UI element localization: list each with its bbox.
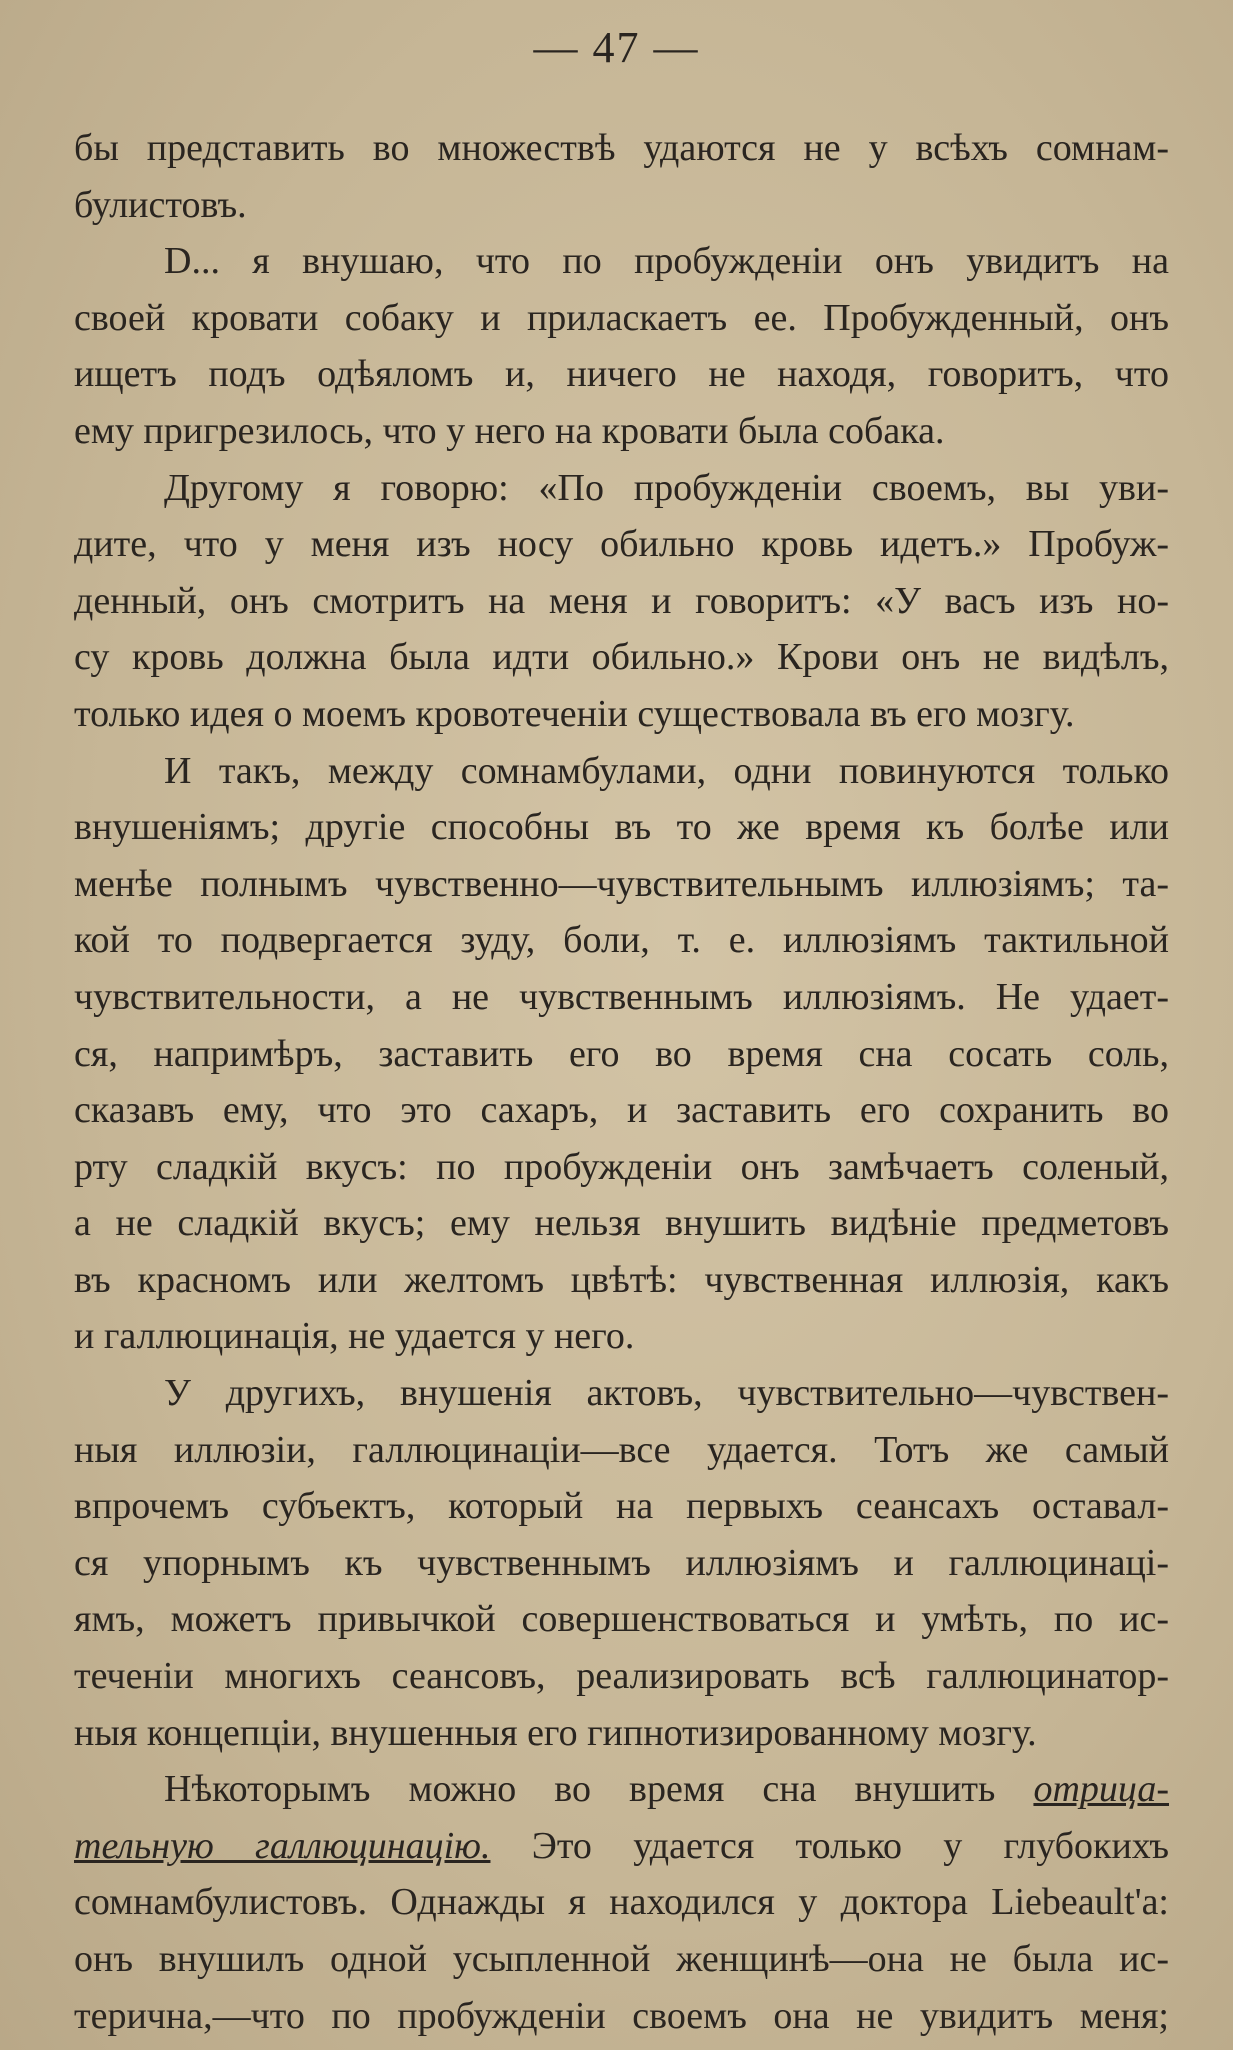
text-line: а не сладкій вкусъ; ему нельзя внушить видѣніе предметовъ xyxy=(74,1202,1169,1245)
text-span: Это удается только у глубокихъ xyxy=(490,1824,1169,1867)
text-line: онъ внушилъ одной усыпленной женщинѣ—она не была ис- xyxy=(74,1938,1169,1980)
text-line: менѣе полнымъ чувственно—чувствительнымъ иллюзіямъ; та- xyxy=(74,862,1169,905)
text-line: ныя концепціи, внушенныя его гипнотизированному мозгу. xyxy=(74,1711,1037,1754)
emphasized-text: тельную галлюцинацію. xyxy=(74,1824,491,1867)
body-text xyxy=(74,120,1169,2044)
text-line: D... я внушаю, что по пробужденіи онъ увидитъ на xyxy=(164,240,1169,283)
text-line: сомнамбулистовъ. Однажды я находился у доктора Liebeault'a: xyxy=(74,1881,1169,1924)
text-line: Другому я говорю: «По пробужденіи своемъ, вы уви- xyxy=(164,466,1169,509)
text-line: рту сладкій вкусъ: по пробужденіи онъ замѣчаетъ соленый, xyxy=(74,1145,1169,1188)
text-line: сказавъ ему, что это сахаръ, и заставить его сохранить во xyxy=(74,1089,1169,1132)
text-line: ся, напримѣръ, заставить его во время сна сосать соль, xyxy=(74,1032,1169,1075)
text-line xyxy=(74,1761,1169,1818)
text-line: терична,—что по пробужденіи своемъ она не увидитъ меня; xyxy=(74,1994,1169,2037)
text-line: ныя иллюзіи, галлюцинаціи—все удается. Тотъ же самый xyxy=(74,1428,1169,1471)
text-line: ему пригрезилось, что у него на кровати была собака. xyxy=(74,409,945,452)
text-line xyxy=(74,1818,1169,1875)
emphasized-text: отрица- xyxy=(1033,1768,1169,1811)
text-line: У другихъ, внушенія актовъ, чувствительно—чувствен- xyxy=(164,1372,1169,1415)
text-span: Нѣкоторымъ можно во время сна внушить xyxy=(164,1768,1034,1811)
text-line: денный, онъ смотритъ на меня и говоритъ: «У васъ изъ но- xyxy=(74,579,1169,622)
text-line: булистовъ. xyxy=(74,183,247,226)
text-line: чувствительности, а не чувственнымъ иллюзіямъ. Не удает- xyxy=(74,975,1169,1018)
text-line: су кровь должна была идти обильно.» Крови онъ не видѣлъ, xyxy=(74,636,1169,679)
text-line: внушеніямъ; другіе способны въ то же время къ болѣе или xyxy=(74,806,1169,849)
page-number: — 47 — xyxy=(533,23,700,72)
text-line: своей кровати собаку и приласкаетъ ее. Пробужденный, онъ xyxy=(74,296,1169,339)
text-line: только идея о моемъ кровотеченіи существовала въ его мозгу. xyxy=(74,692,1075,735)
text-line: и галлюцинація, не удается у него. xyxy=(74,1315,635,1358)
text-line: впрочемъ субъектъ, который на первыхъ сеансахъ оставал- xyxy=(74,1485,1169,1528)
text-line: ищетъ подъ одѣяломъ и, ничего не находя, говоритъ, что xyxy=(74,353,1169,396)
text-line: бы представить во множествѣ удаются не у всѣхъ сомнам- xyxy=(74,127,1169,169)
text-line: теченіи многихъ сеансовъ, реализировать всѣ галлюцинатор- xyxy=(74,1655,1169,1698)
text-line: въ красномъ или желтомъ цвѣтѣ: чувственная иллюзія, какъ xyxy=(74,1258,1169,1301)
text-line: ямъ, можетъ привычкой совершенствоваться и умѣть, по ис- xyxy=(74,1598,1169,1641)
text-line: И такъ, между сомнамбулами, одни повинуются только xyxy=(164,749,1169,792)
text-line: ся упорнымъ къ чувственнымъ иллюзіямъ и галлюцинаці- xyxy=(74,1541,1169,1584)
text-line: кой то подвергается зуду, боли, т. е. иллюзіямъ тактильной xyxy=(74,919,1169,962)
text-line: дите, что у меня изъ носу обильно кровь идетъ.» Пробуж- xyxy=(74,523,1169,566)
